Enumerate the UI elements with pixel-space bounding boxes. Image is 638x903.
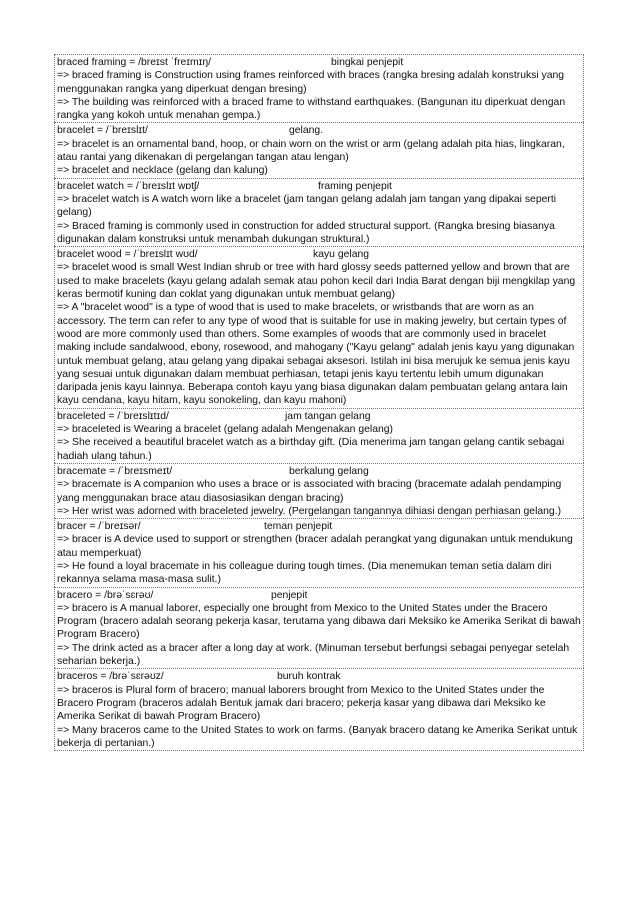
example-line: => She received a beautiful bracelet watch as a birthday gift. (Dia menerima jam tangan gelang cantik sebagai hadiah ulang tahun.) [57,437,565,462]
dictionary-entry [54,408,584,463]
example-line: => A "bracelet wood" is a type of wood that is used to make bracelets, or wristbands that are worn as an accessory. The term can refer to any type of wood that is suitable for use in making jewelry, but certain types of wood are more commonly used than others. Some examples of woods that are commonly used in bracelet making include sandalwood, ebony, rosewood, and mahogany ("Kayu gelang" adalah jenis kayu yang digunakan untuk membuat gelang, atau gelang yang dipakai sebagai aksesori. Istilah ini bisa merujuk ke semua jenis kayu yang sesuai untuk digunakan dalam membuat perhiasan, tetapi jenis kayu tertentu lebih umum digunakan daripada jenis kayu lainnya. Beberapa contoh kayu yang biasa digunakan dalam pembuatan gelang antara lain kayu cendana, kayu hitam, kayu sonokeling, dan kayu mahoni) [57,302,575,407]
dictionary-entry [54,54,584,122]
translation: penjepit [271,589,308,601]
translation: jam tangan gelang [285,410,371,422]
definition-line: => bracelet watch is A watch worn like a bracelet (jam tangan gelang adalah jam tangan yang dipakai seperti gelang) [57,193,557,219]
translation: gelang. [289,125,324,137]
headword: braceros = /brəˈsɛrəʊz/ [57,671,164,683]
definition-line: => braceleted is Wearing a bracelet (gelang adalah Mengenakan gelang) [57,424,394,436]
definition-line: => braceros is Plural form of bracero; manual laborers brought from Mexico to the United States under the Bracero Program (braceros adalah Bentuk jamak dari bracero; pekerja kasar yang dibawa dari Meksiko ke Amerika Serikat di bawah Program Bracero) [57,684,546,723]
example-line: => bracelet and necklace (gelang dan kalung) [57,165,268,177]
translation: framing penjepit [318,180,392,192]
definition-line: => braced framing is Construction using frames reinforced with braces (rangka bresing adalah konstruksi yang menggunakan rangka yang diperkuat dengan bresing) [57,70,565,95]
dictionary-entry [54,518,584,586]
example-line: => Braced framing is commonly used in construction for added structural support. (Rangka bresing biasanya digunakan dalam konstruksi untuk menambah dukungan struktural.) [57,220,555,245]
headword: bracelet watch = /ˈbreɪslɪt wɒtʃ/ [57,180,200,192]
dictionary-entry [54,178,584,246]
entry-header [57,670,581,683]
dictionary-entry [54,122,584,177]
entry-header [57,124,581,137]
headword: bracer = /ˈbreɪsər/ [57,521,141,533]
translation: kayu gelang [313,249,370,261]
headword: bracero = /brəˈsɛrəʊ/ [57,589,154,601]
dictionary-entry [54,587,584,669]
entry-header [57,589,581,602]
dictionary-entry [54,668,584,751]
dictionary-entry [54,246,584,408]
translation: teman penjepit [264,521,333,533]
headword: bracelet = /ˈbreɪslɪt/ [57,125,148,137]
entry-header [57,180,581,193]
example-line: => Her wrist was adorned with braceleted jewelry. (Pergelangan tangannya dihiasi dengan perhiasan gelang.) [57,505,562,517]
entry-header [57,465,581,478]
example-line: => The building was reinforced with a braced frame to withstand earthquakes. (Bangunan itu diperkuat dengan rangka yang kokoh untuk menahan gempa.) [57,96,566,122]
entry-header [57,56,581,69]
example-line: => He found a loyal bracemate in his colleague during tough times. (Dia menemukan teman setia dalam diri rekannya selama masa-masa sulit.) [57,560,552,586]
entry-header [57,248,581,261]
definition-line: => bracemate is A companion who uses a brace or is associated with bracing (bracemate adalah pendamping yang menggunakan brace atau diasosiasikan dengan bracing) [57,479,562,504]
definition-line: => bracelet is an ornamental band, hoop, or chain worn on the wrist or arm (gelang adalah pita hias, lingkaran, atau rantai yang dikenakan di pergelangan tangan atau lengan) [57,138,565,164]
entry-header [57,520,581,533]
dictionary-page [54,54,584,751]
example-line: => The drink acted as a bracer after a long day at work. (Minuman tersebut berfungsi sebagai penyegar setelah seharian bekerja.) [57,642,570,668]
translation: bingkai penjepit [331,57,404,68]
headword: braceleted = /ˈbreɪslɪtɪd/ [57,410,169,422]
definition-line: => bracer is A device used to support or strengthen (bracer adalah perangkat yang digunakan untuk mendukung atau memperkuat) [57,534,573,559]
entry-header [57,410,581,423]
dictionary-entry [54,463,584,518]
definition-line: => bracelet wood is small West Indian shrub or tree with hard glossy seeds patterned yellow and brown that are used to make bracelets (kayu gelang adalah semak atau pohon kecil dari India Barat dengan biji mengkilap yang keras bermotif kuning dan coklat yang digunakan untuk membuat gelang) [57,262,576,301]
example-line: => Many braceros came to the United States to work on farms. (Banyak bracero datang ke Amerika Serikat untuk bekerja di pertanian.) [57,724,578,749]
definition-line: => bracero is A manual laborer, especially one brought from Mexico to the United States under the Bracero Program (bracero adalah seorang pekerja kasar, terutama yang dibawa dari Meksiko ke Amerika Serikat di bawah Program Bracero) [57,602,581,641]
headword: braced framing = /breɪst ˈfreɪmɪŋ/ [57,57,212,68]
headword: bracelet wood = /ˈbreɪslɪt wʊd/ [57,249,198,261]
headword: bracemate = /ˈbreɪsmeɪt/ [57,465,173,477]
translation: buruh kontrak [277,671,341,683]
translation: berkalung gelang [289,465,369,477]
